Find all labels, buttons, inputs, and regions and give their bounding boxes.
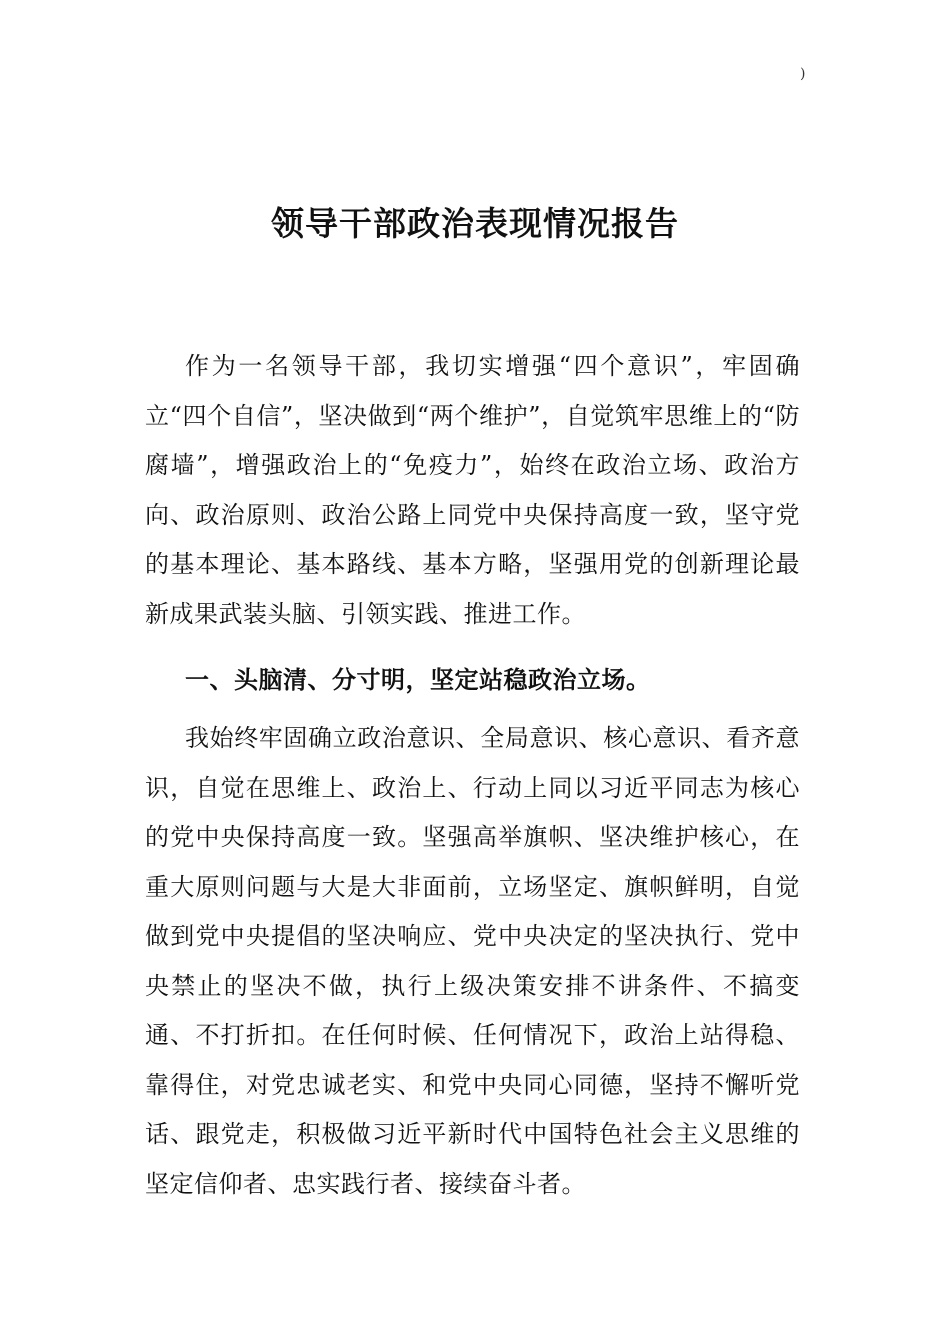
paragraph-section-1: 我始终牢固确立政治意识、全局意识、核心意识、看齐意识，自觉在思维上、政治上、行动上同以习近平同志为核心的党中央保持高度一致。坚强高举旗帜、坚决维护核心，在重大原则问题与大是大非面前，立场坚定、旗帜鲜明，自觉做到党中央提倡的坚决响应、党中央决定的坚决执行、党中央禁止的坚决不做，执行上级决策安排不讲条件、不搞变通、不打折扣。在任何时候、任何情况下，政治上站得稳、靠得住，对党忠诚老实、和党中央同心同德，坚持不懈听党话、跟党走，积极做习近平新时代中国特色社会主义思维的坚定信仰者、忠实践行者、接续奋斗者。: [145, 724, 800, 1198]
corner-mark: ): [800, 66, 806, 82]
section-heading-1: 一、头脑清、分寸明，坚定站稳政治立场。: [185, 665, 651, 694]
paragraph-intro: 作为一名领导干部，我切实增强“四个意识”，牢固确立“四个自信”，坚决做到“两个维护”，自觉筑牢思维上的“防腐墙”，增强政治上的“免疫力”，始终在政治立场、政治方向、政治原则、政治公路上同党中央保持高度一致，坚守党的基本理论、基本路线、基本方略，坚强用党的创新理论最新成果武装头脑、引领实践、推进工作。: [145, 352, 800, 628]
document-title: 领导干部政治表现情况报告: [271, 204, 679, 243]
